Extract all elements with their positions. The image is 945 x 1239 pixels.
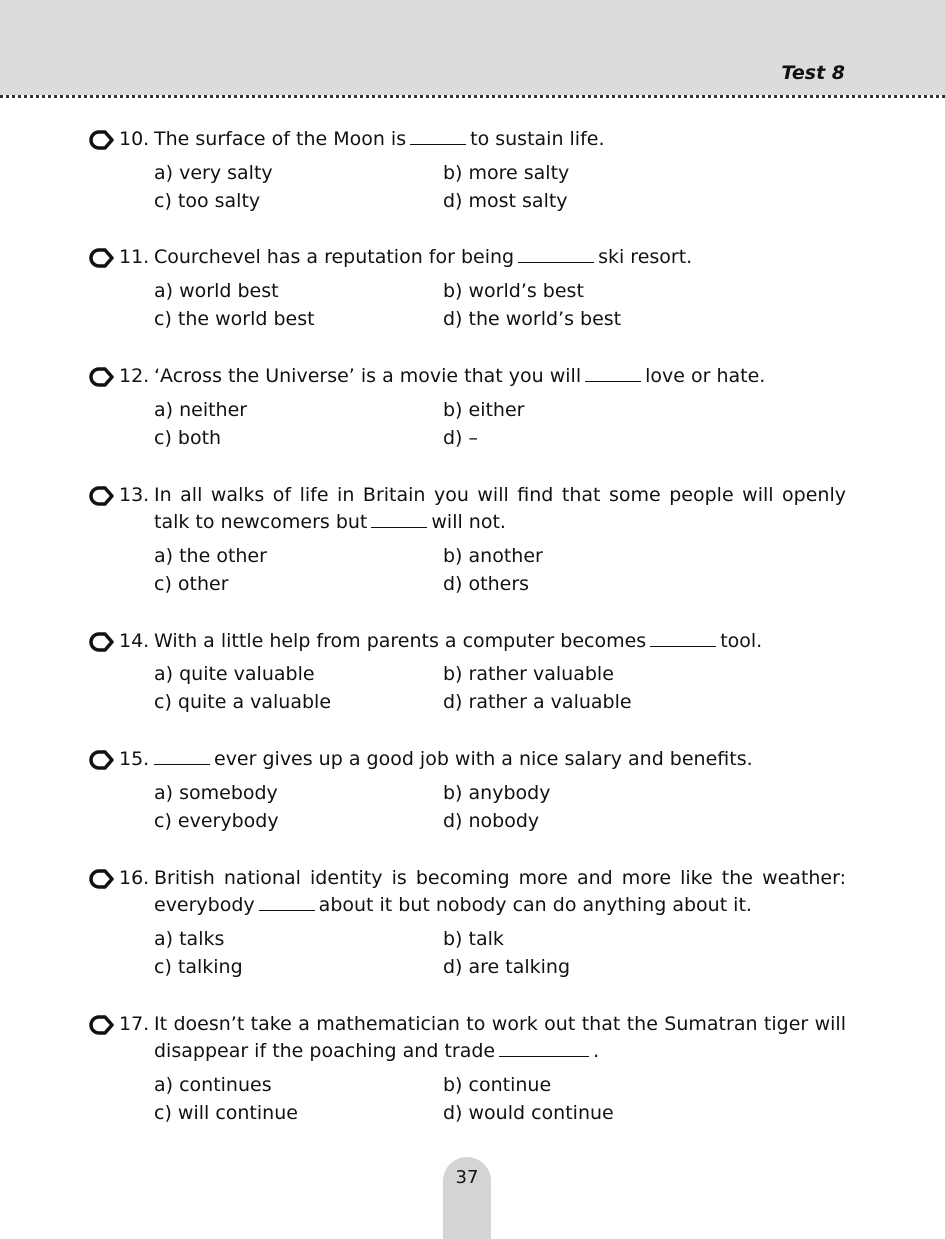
answer-blank (154, 748, 210, 765)
option-c[interactable]: c) will continue (154, 1102, 298, 1124)
question-text-after: ever gives up a good job with a nice salary and benefits. (214, 748, 753, 770)
question-text-after: tool. (720, 630, 763, 652)
question-number: 16. (119, 867, 150, 889)
answer-blank (410, 128, 466, 145)
answer-blank (371, 511, 427, 528)
arrow-bullet-icon (88, 749, 114, 771)
question-text-after: to sustain life. (470, 128, 605, 150)
option-c[interactable]: c) other (154, 573, 229, 595)
option-b[interactable]: b) another (443, 545, 543, 567)
option-b[interactable]: b) world’s best (443, 280, 584, 302)
option-c[interactable]: c) both (154, 427, 222, 449)
question-text-after: will not. (431, 511, 506, 533)
option-b[interactable]: b) talk (443, 928, 504, 950)
question-number: 17. (119, 1013, 150, 1035)
option-c[interactable]: c) the world best (154, 308, 315, 330)
arrow-bullet-icon (88, 366, 114, 388)
question-12 (88, 363, 848, 449)
question-number: 12. (119, 365, 150, 387)
answer-blank (518, 246, 594, 263)
option-d[interactable]: d) others (443, 573, 530, 595)
question-text-after: . (593, 1040, 600, 1062)
question-text (154, 628, 846, 655)
question-text-after: ski resort. (598, 246, 693, 268)
option-c[interactable]: c) everybody (154, 810, 279, 832)
option-a[interactable]: a) world best (154, 280, 279, 302)
question-number: 15. (119, 748, 150, 770)
question-text-after: about it but nobody can do anything about it. (318, 894, 752, 916)
question-text (154, 363, 846, 390)
question-13 (88, 482, 848, 595)
option-b[interactable]: b) either (443, 399, 525, 421)
question-text-before: Courchevel has a reputation for being (154, 246, 515, 268)
question-text (154, 482, 846, 536)
question-number: 11. (119, 246, 150, 268)
option-d[interactable]: d) the world’s best (443, 308, 622, 330)
arrow-bullet-icon (88, 631, 114, 653)
option-a[interactable]: a) continues (154, 1074, 272, 1096)
option-d[interactable]: d) nobody (443, 810, 540, 832)
option-a[interactable]: a) neither (154, 399, 248, 421)
option-d[interactable]: d) rather a valuable (443, 691, 632, 713)
option-d[interactable]: d) most salty (443, 190, 568, 212)
option-d[interactable]: d) – (443, 427, 479, 449)
option-c[interactable]: c) quite a valuable (154, 691, 332, 713)
question-15 (88, 746, 848, 832)
question-text (154, 244, 846, 271)
question-text-before: With a little help from parents a computer becomes (154, 630, 647, 652)
question-text (154, 746, 846, 773)
option-b[interactable]: b) anybody (443, 782, 551, 804)
option-b[interactable]: b) rather valuable (443, 663, 614, 685)
option-b[interactable]: b) continue (443, 1074, 552, 1096)
question-text (154, 126, 846, 153)
option-d[interactable]: d) would continue (443, 1102, 614, 1124)
option-a[interactable]: a) very salty (154, 162, 273, 184)
question-10 (88, 126, 848, 212)
question-text-before: The surface of the Moon is (154, 128, 407, 150)
option-d[interactable]: d) are talking (443, 956, 571, 978)
arrow-bullet-icon (88, 129, 114, 151)
dotted-divider (0, 95, 945, 98)
question-text-before: British national identity is becoming more and more like the weather: everybody (154, 867, 846, 916)
question-text-before: In all walks of life in Britain you will find that some people will openly talk to newcomers but (154, 484, 846, 533)
question-text-after: love or hate. (645, 365, 766, 387)
question-number: 10. (119, 128, 150, 150)
question-number: 13. (119, 484, 150, 506)
answer-blank (585, 365, 641, 382)
answer-blank (499, 1040, 589, 1057)
option-a[interactable]: a) talks (154, 928, 225, 950)
option-a[interactable]: a) the other (154, 545, 267, 567)
arrow-bullet-icon (88, 868, 114, 890)
question-text (154, 865, 846, 919)
arrow-bullet-icon (88, 485, 114, 507)
question-14 (88, 628, 848, 713)
question-text (154, 1011, 846, 1065)
question-text-before: ‘Across the Universe’ is a movie that you will (154, 365, 582, 387)
answer-blank (259, 894, 315, 911)
option-a[interactable]: a) quite valuable (154, 663, 315, 685)
page-number-tab (443, 1157, 491, 1239)
page-number: 37 (455, 1167, 479, 1188)
question-16 (88, 865, 848, 978)
question-11 (88, 244, 848, 330)
arrow-bullet-icon (88, 1014, 114, 1036)
option-a[interactable]: a) somebody (154, 782, 278, 804)
test-label: Test 8 (781, 62, 845, 84)
option-c[interactable]: c) too salty (154, 190, 261, 212)
question-number: 14. (119, 630, 150, 652)
arrow-bullet-icon (88, 247, 114, 269)
question-17 (88, 1011, 848, 1124)
option-b[interactable]: b) more salty (443, 162, 570, 184)
answer-blank (650, 630, 716, 647)
option-c[interactable]: c) talking (154, 956, 243, 978)
question-text-before: It doesn’t take a mathematician to work out that the Sumatran tiger will disappear if the poaching and trade (154, 1013, 846, 1062)
